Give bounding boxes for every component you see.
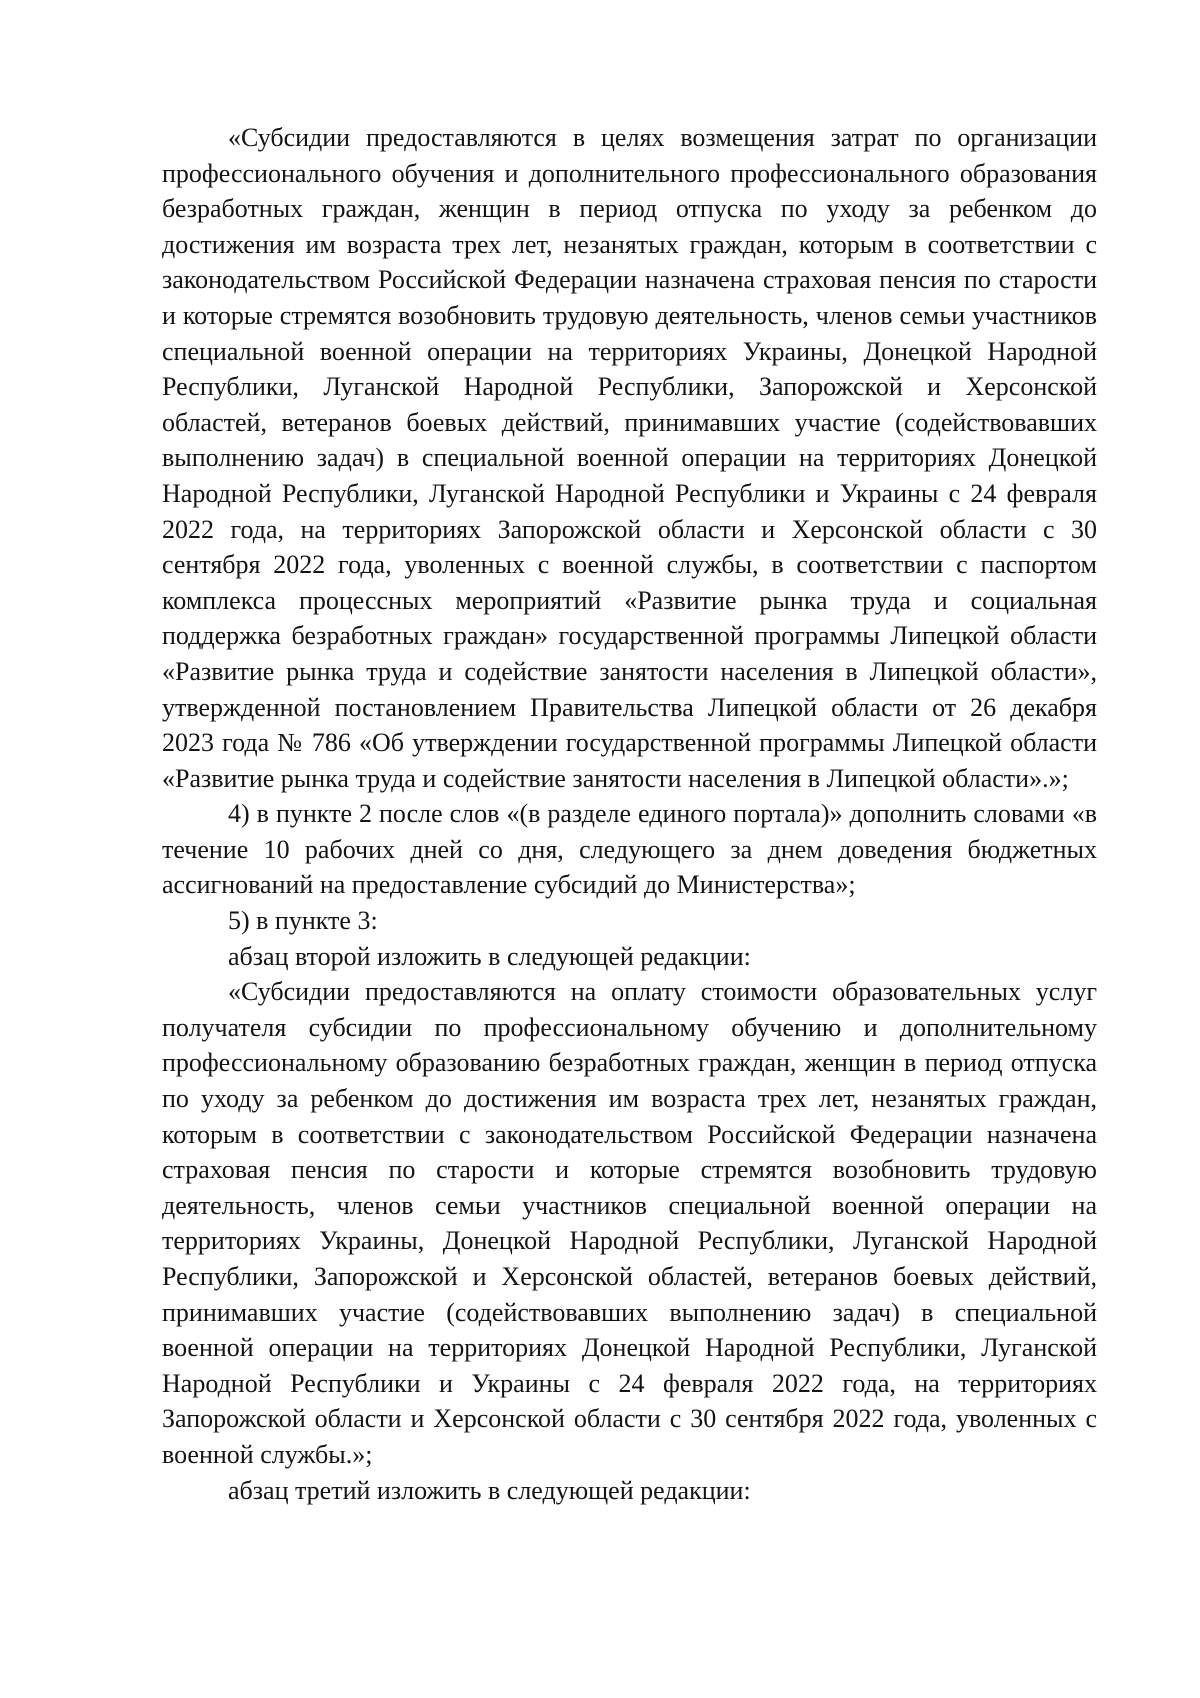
document-body bbox=[162, 120, 1097, 1508]
paragraph-item-5: 5) в пункте 3: bbox=[228, 906, 378, 936]
paragraph-item-4: 4) в пункте 2 после слов «(в разделе единого портала)» дополнить словами «в течение 10 рабочих дней со дня, следующего за днем доведения бюджетных ассигнований на предоставление субсидий до Министерства»; bbox=[162, 799, 1097, 900]
paragraph-second-clause-intro: абзац второй изложить в следующей редакции: bbox=[228, 941, 751, 971]
paragraph-third-clause-intro: абзац третий изложить в следующей редакции: bbox=[228, 1475, 751, 1505]
paragraph-subsidy-payment-quote: «Субсидии предоставляются на оплату стоимости образовательных услуг получателя субсидии по профессиональному обучению и дополнительному профессиональному образованию безработных граждан, женщин в период отпуска по уходу за ребенком до достижения им возраста трех лет, незанятых граждан, которым в соответствии с законодательством Российской Федерации назначена страховая пенсия по старости и которые стремятся возобновить трудовую деятельность, членов семьи участников специальной военной операции на территориях Украины, Донецкой Народной Республики, Луганской Народной Республики, Запорожской и Херсонской областей, ветеранов боевых действий, принимавших участие (содействовавших выполнению задач) в специальной военной операции на территориях Донецкой Народной Республики, Луганской Народной Республики и Украины с 24 февраля 2022 года, на территориях Запорожской области и Херсонской области с 30 сентября 2022 года, уволенных с военной службы.»; bbox=[162, 977, 1097, 1469]
paragraph-subsidy-purpose-quote: «Субсидии предоставляются в целях возмещения затрат по организации профессионального обучения и дополнительного профессионального образования безработных граждан, женщин в период отпуска по уходу за ребенком до достижения им возраста трех лет, незанятых граждан, которым в соответствии с законодательством Российской Федерации назначена страховая пенсия по старости и которые стремятся возобновить трудовую деятельность, членов семьи участников специальной военной операции на территориях Украины, Донецкой Народной Республики, Луганской Народной Республики, Запорожской и Херсонской областей, ветеранов боевых действий, принимавших участие (содействовавших выполнению задач) в специальной военной операции на территориях Донецкой Народной Республики, Луганской Народной Республики и Украины с 24 февраля 2022 года, на территориях Запорожской области и Херсонской области с 30 сентября 2022 года, уволенных с военной службы, в соответствии с паспортом комплекса процессных мероприятий «Развитие рынка труда и социальная поддержка безработных граждан» государственной программы Липецкой области «Развитие рынка труда и содействие занятости населения в Липецкой области», утвержденной постановлением Правительства Липецкой области от 26 декабря 2023 года № 786 «Об утверждении государственной программы Липецкой области «Развитие рынка труда и содействие занятости населения в Липецкой области».»; bbox=[162, 123, 1097, 793]
